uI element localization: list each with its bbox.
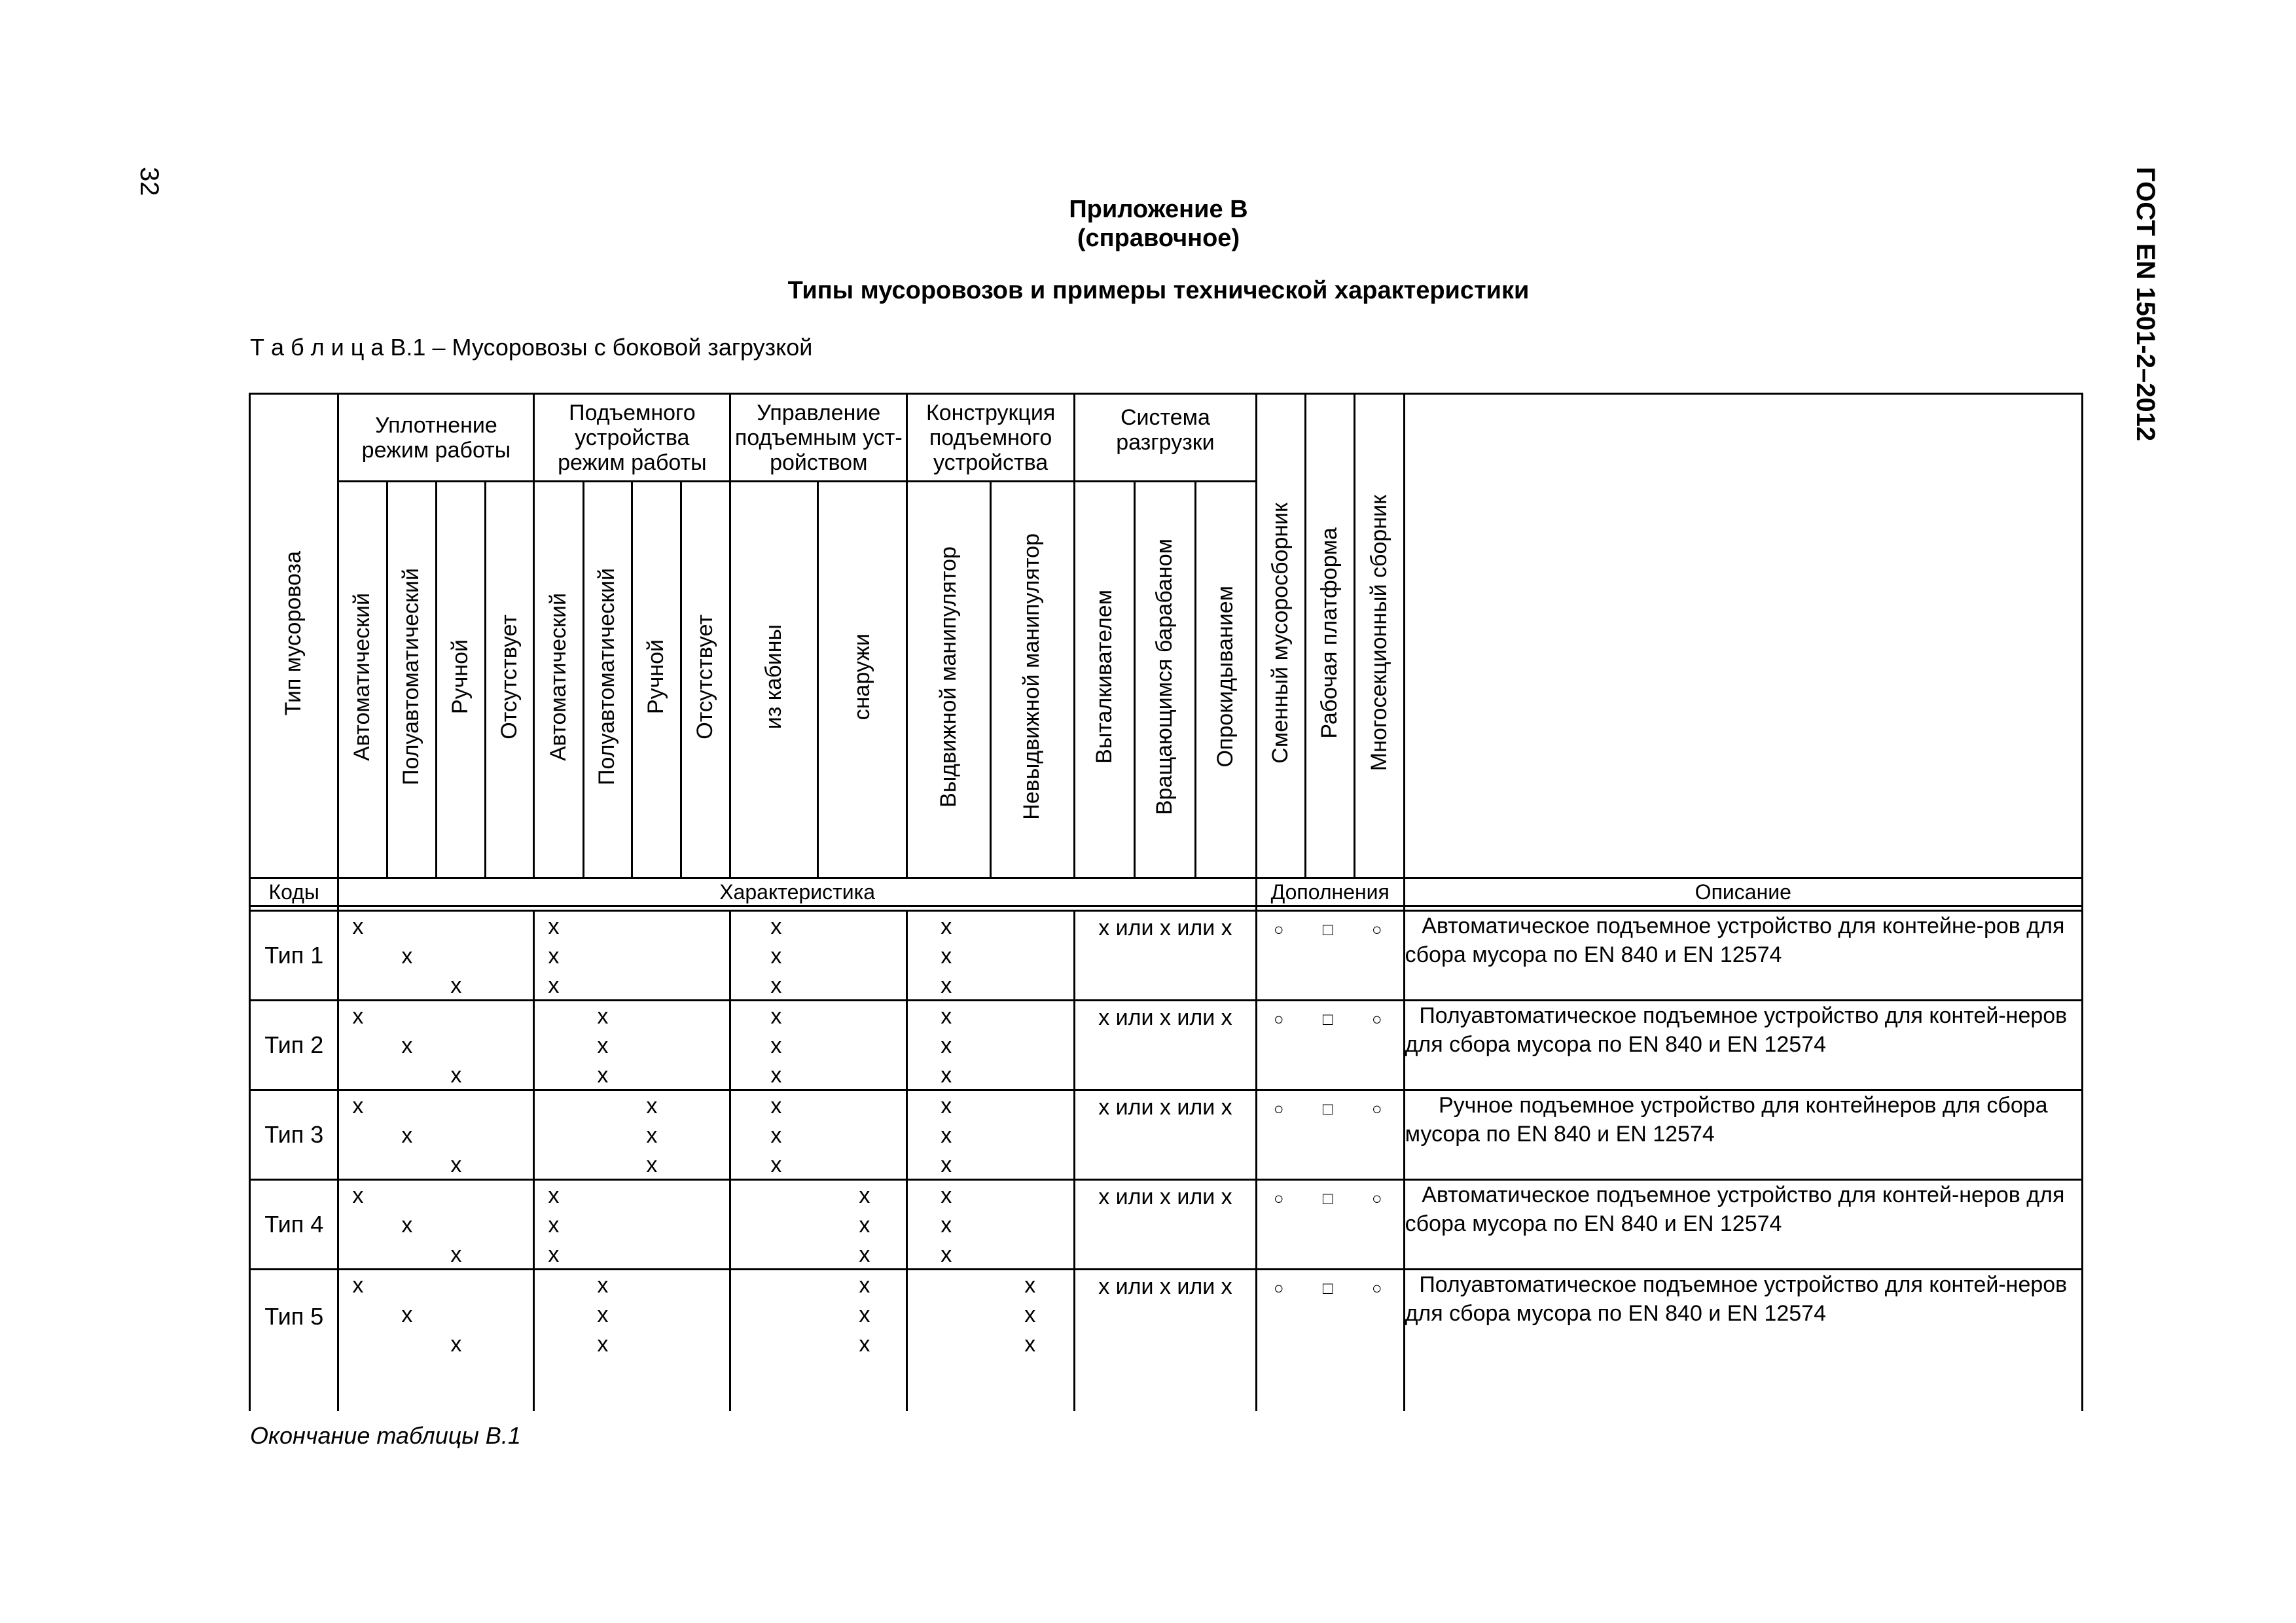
group-construction-line2: подъемного (929, 425, 1052, 450)
appendix-subtitle: (справочное) (1077, 224, 1240, 252)
check-mark: x (548, 1213, 560, 1238)
group-compaction-line1: Уплотнение (375, 412, 497, 438)
group-construction-line1: Конструкция (925, 400, 1056, 425)
group-lift-mode (534, 394, 730, 482)
check-mark: x (548, 1183, 560, 1208)
extras-symbol-2: □ (1322, 919, 1333, 939)
check-mark: x (941, 1063, 952, 1088)
unloading-ejector: Выталкивателем (1075, 482, 1135, 878)
check-mark: x (941, 1183, 952, 1208)
check-mark: x (770, 973, 782, 998)
check-mark: x (941, 1033, 952, 1058)
lift-marks (535, 1181, 729, 1268)
group-unloading (1075, 394, 1257, 482)
check-mark: x (859, 1183, 870, 1208)
lift-marks (535, 912, 729, 999)
compaction-marks (339, 1001, 533, 1089)
group-construction-line3: устройства (933, 450, 1049, 475)
check-mark: x (859, 1242, 870, 1267)
check-mark: x (941, 1242, 952, 1267)
extras-header-3: Многосекционный сборник (1355, 394, 1404, 878)
description-header-blank (1404, 394, 2082, 878)
group-control-line2: подъемным уст- (734, 425, 903, 450)
additions-label: Дополнения (1256, 878, 1404, 906)
check-mark: x (450, 1152, 462, 1177)
check-mark: x (770, 914, 782, 939)
description-cell: Полуавтоматическое подъемное устройство для контей-неров для сбора мусора по EN 840 и EN 12574 (1404, 1001, 2082, 1090)
description-label: Описание (1404, 878, 2082, 906)
control-marks (731, 1270, 906, 1358)
control-marks (731, 1001, 906, 1089)
construction-marks (908, 1091, 1073, 1179)
description-cell: Полуавтоматическое подъемное устройство для контей-неров для сбора мусора по EN 840 и EN 12574 (1404, 1270, 2082, 1412)
unloading-tipping: Опрокидыванием (1195, 482, 1256, 878)
check-mark: x (646, 1094, 658, 1118)
check-mark: x (352, 1094, 364, 1118)
check-mark: x (770, 1152, 782, 1177)
check-mark: x (859, 1302, 870, 1327)
check-mark: x (548, 944, 560, 969)
check-mark: x (352, 1273, 364, 1298)
compaction-marks (339, 1091, 533, 1179)
check-mark: x (450, 973, 462, 998)
control-cabin: из кабины (730, 482, 817, 878)
check-mark: x (597, 1004, 609, 1029)
extras-symbol-2: □ (1322, 1188, 1333, 1208)
construction-fixed: Невыдвижной манипулятор (990, 482, 1074, 878)
group-compaction-line2: режим работы (361, 437, 511, 463)
compaction-manual: Ручной (436, 482, 485, 878)
group-control (730, 394, 907, 482)
group-compaction (338, 394, 534, 482)
check-mark: x (941, 1094, 952, 1118)
control-marks (731, 1181, 906, 1268)
check-mark: x (770, 1004, 782, 1029)
check-mark: x (597, 1033, 609, 1058)
compaction-semi: Полуавтоматический (387, 482, 436, 878)
check-mark: x (859, 1213, 870, 1238)
extras-symbol-1: ○ (1273, 1188, 1284, 1208)
table-continuation-note: Окончание таблицы В.1 (250, 1422, 521, 1449)
group-unloading-line2: разгрузки (1116, 430, 1215, 455)
unloading-options: x или x или x (1098, 1095, 1232, 1120)
compaction-none: Отсутствует (486, 482, 534, 878)
check-mark: x (770, 1063, 782, 1088)
check-mark: x (770, 1123, 782, 1148)
type-cell: Тип 2 (250, 1001, 338, 1090)
lift-marks (535, 1001, 729, 1089)
extras-header-2: Рабочая платформа (1306, 394, 1355, 878)
check-mark: x (1024, 1273, 1036, 1298)
codes-label: Коды (250, 878, 338, 906)
unloading-options: x или x или x (1098, 916, 1232, 940)
lift-marks (535, 1270, 729, 1358)
extras-symbol-3: ○ (1371, 1188, 1382, 1208)
group-unloading-line1: Система (1120, 405, 1210, 430)
check-mark: x (941, 944, 952, 969)
check-mark: x (352, 1183, 364, 1208)
check-mark: x (401, 1302, 413, 1327)
unloading-drum: Вращающимся барабаном (1135, 482, 1195, 878)
check-mark: x (450, 1242, 462, 1267)
compaction-auto: Автоматический (338, 482, 387, 878)
check-mark: x (770, 944, 782, 969)
extras-symbol-3: ○ (1371, 919, 1382, 939)
document-title: Типы мусоровозов и примеры технической характеристики (787, 277, 1530, 304)
group-lift-line1: Подъемного (569, 400, 696, 425)
description-cell: Ручное подъемное устройство для контейнеров для сбора мусора по EN 840 и EN 12574 (1404, 1090, 2082, 1180)
extras-symbol-1: ○ (1273, 1099, 1284, 1118)
check-mark: x (401, 1213, 413, 1238)
check-mark: x (941, 1152, 952, 1177)
extras-symbol-2: □ (1322, 1278, 1333, 1298)
construction-extendable: Выдвижной манипулятор (907, 482, 990, 878)
group-lift-line3: режим работы (558, 450, 707, 475)
type-header: Тип мусоровоза (250, 394, 338, 878)
check-mark: x (941, 1123, 952, 1148)
trucks-table (249, 393, 2083, 1411)
control-marks (731, 1091, 906, 1179)
check-mark: x (1024, 1332, 1036, 1357)
construction-marks (908, 912, 1073, 999)
characteristic-label: Характеристика (338, 878, 1256, 906)
check-mark: x (941, 1213, 952, 1238)
check-mark: x (548, 1242, 560, 1267)
check-mark: x (941, 973, 952, 998)
extras-header-1: Сменный мусоросборник (1256, 394, 1305, 878)
appendix-title: Приложение В (1069, 196, 1248, 223)
group-control-line3: ройством (770, 450, 868, 475)
compaction-marks (339, 1181, 533, 1268)
check-mark: x (597, 1273, 609, 1298)
lift-semi: Полуавтоматический (583, 482, 632, 878)
lift-auto: Автоматический (534, 482, 583, 878)
extras-symbol-3: ○ (1371, 1099, 1382, 1118)
check-mark: x (646, 1123, 658, 1148)
compaction-marks (339, 912, 533, 999)
construction-marks (908, 1001, 1073, 1089)
check-mark: x (941, 914, 952, 939)
unloading-options: x или x или x (1098, 1274, 1232, 1299)
construction-marks (908, 1270, 1073, 1358)
check-mark: x (770, 1033, 782, 1058)
type-cell: Тип 5 (250, 1270, 338, 1412)
group-construction (907, 394, 1075, 482)
extras-symbol-2: □ (1322, 1009, 1333, 1029)
description-cell: Автоматическое подъемное устройство для контейне-ров для сбора мусора по EN 840 и EN 12574 (1404, 911, 2082, 1001)
check-mark: x (450, 1332, 462, 1357)
lift-none: Отсутствует (681, 482, 730, 878)
description-cell: Автоматическое подъемное устройство для контей-неров для сбора мусора по EN 840 и EN 12574 (1404, 1180, 2082, 1270)
check-mark: x (646, 1152, 658, 1177)
check-mark: x (401, 1033, 413, 1058)
check-mark: x (770, 1094, 782, 1118)
extras-symbol-3: ○ (1371, 1278, 1382, 1298)
check-mark: x (450, 1063, 462, 1088)
check-mark: x (597, 1332, 609, 1357)
check-mark: x (859, 1332, 870, 1357)
group-lift-line2: устройства (575, 425, 690, 450)
check-mark: x (352, 1004, 364, 1029)
construction-marks (908, 1181, 1073, 1268)
check-mark: x (352, 914, 364, 939)
standard-code: ГОСТ EN 1501-2–2012 (2131, 167, 2160, 442)
unloading-options: x или x или x (1098, 1185, 1232, 1209)
check-mark: x (597, 1063, 609, 1088)
lift-manual: Ручной (632, 482, 681, 878)
compaction-marks (339, 1270, 533, 1358)
control-outside: снаружи (817, 482, 906, 878)
extras-symbol-3: ○ (1371, 1009, 1382, 1029)
lift-marks (535, 1091, 729, 1179)
check-mark: x (548, 914, 560, 939)
check-mark: x (941, 1004, 952, 1029)
extras-symbol-2: □ (1322, 1099, 1333, 1118)
check-mark: x (401, 944, 413, 969)
check-mark: x (401, 1123, 413, 1148)
check-mark: x (597, 1302, 609, 1327)
unloading-options: x или x или x (1098, 1005, 1232, 1030)
table-caption: Т а б л и ц а В.1 – Мусоровозы с боковой загрузкой (250, 334, 813, 361)
check-mark: x (859, 1273, 870, 1298)
extras-symbol-1: ○ (1273, 1009, 1284, 1029)
group-control-line1: Управление (757, 400, 881, 425)
check-mark: x (1024, 1302, 1036, 1327)
type-cell: Тип 3 (250, 1090, 338, 1180)
check-mark: x (548, 973, 560, 998)
extras-symbol-1: ○ (1273, 919, 1284, 939)
page-number: 32 (135, 167, 164, 196)
type-cell: Тип 1 (250, 911, 338, 1001)
type-cell: Тип 4 (250, 1180, 338, 1270)
control-marks (731, 912, 906, 999)
extras-symbol-1: ○ (1273, 1278, 1284, 1298)
